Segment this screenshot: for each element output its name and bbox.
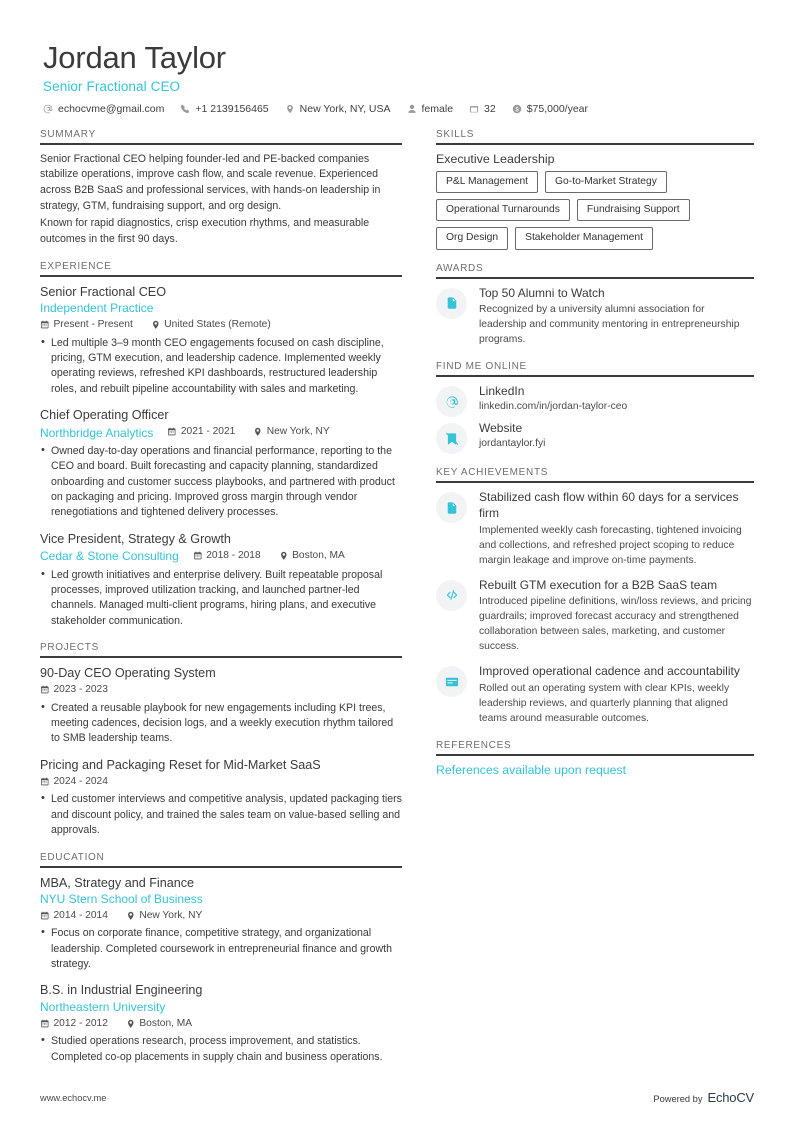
page-footer (40, 1090, 754, 1105)
document-icon (436, 492, 467, 523)
entry-dates: Present - Present (40, 317, 133, 332)
online-profile-label: Website (479, 421, 523, 436)
experience-item (40, 284, 402, 397)
entry-location: New York, NY (126, 908, 202, 923)
calendar-icon (40, 911, 50, 921)
entry-organization: Independent Practice (40, 301, 154, 316)
entry-bullets (40, 336, 402, 397)
candidate-name: Jordan Taylor (43, 40, 226, 75)
contact-item (180, 103, 268, 115)
section-awards (436, 263, 754, 349)
entry-bullet: • Studied operations research, process improvement, and statistics. Completed co-op placements in supply chain and business operations. (40, 1034, 402, 1065)
calendar-icon (469, 104, 479, 114)
education-item (40, 982, 402, 1065)
entry-bullets (40, 792, 402, 838)
achievement-item (436, 578, 754, 656)
award-item (436, 286, 754, 349)
summary-paragraph: Senior Fractional CEO helping founder-led and PE-backed companies stabilize operations, improve cash flow, and scale revenue. Experienced across B2B SaaS and professional services, with hands-on leadership in strategy, GTM, fundraising support, and org design. (40, 152, 381, 212)
location-pin-icon (151, 320, 161, 330)
section-title-experience: EXPERIENCE (40, 260, 112, 272)
person-icon (407, 104, 417, 114)
section-title-awards: AWARDS (436, 262, 484, 274)
skill-tag: Stakeholder Management (515, 227, 653, 249)
entry-title: Vice President, Strategy & Growth (40, 531, 231, 546)
contact-item-text: female (421, 102, 454, 115)
contact-item-text: 32 (484, 102, 496, 115)
contact-item-text: $75,000/year (526, 102, 589, 115)
entry-location: New York, NY (253, 424, 329, 439)
online-profile-item[interactable] (436, 384, 754, 417)
footer-branding (653, 1090, 754, 1105)
section-rule (40, 656, 402, 658)
online-list (436, 384, 754, 454)
projects-list (40, 665, 402, 838)
entry-title: Chief Operating Officer (40, 407, 169, 422)
entry-dates: 2024 - 2024 (40, 774, 108, 789)
contact-item (469, 103, 496, 115)
entry-bullets (40, 926, 402, 972)
entry-organization: Northeastern University (40, 999, 166, 1014)
section-summary (40, 129, 402, 248)
awards-list (436, 286, 754, 349)
section-title-references: REFERENCES (436, 739, 512, 751)
card-icon (436, 666, 467, 697)
phone-icon (180, 104, 190, 114)
entry-bullet: • Focus on corporate finance, competitive strategy, and organizational leadership. Completed coursework in entrepreneurial finance and growth strategy. (40, 926, 402, 972)
item-description: Implemented weekly cash forecasting, tightened invoicing and collections, and refreshed project scoping to reduce margin leakage and improve on-time payments. (479, 524, 742, 566)
skill-tag: Org Design (436, 227, 508, 249)
entry-dates: 2012 - 2012 (40, 1016, 108, 1031)
entry-bullets (40, 568, 402, 629)
section-rule (436, 143, 754, 145)
entry-dates: 2023 - 2023 (40, 682, 108, 697)
candidate-headline: Senior Fractional CEO (43, 78, 181, 94)
contact-item-text: +1 2139156465 (195, 102, 269, 115)
calendar-icon (40, 777, 50, 787)
section-title-achievements: KEY ACHIEVEMENTS (436, 467, 549, 479)
online-profile-label: LinkedIn (479, 384, 525, 399)
footer-powered-by-label: Powered by (653, 1094, 703, 1104)
at-sign-icon (436, 386, 467, 417)
entry-organization: NYU Stern School of Business (40, 891, 203, 906)
online-profile-url[interactable]: linkedin.com/in/jordan-taylor-ceo (479, 401, 628, 412)
entry-bullet: • Led customer interviews and competitive analysis, updated packaging tiers and discount policy, and trained the sales team on value-based selling and approvals. (40, 792, 402, 838)
calendar-icon (40, 685, 50, 695)
section-title-education: EDUCATION (40, 851, 105, 863)
entry-location: Boston, MA (279, 548, 345, 563)
entry-bullets (40, 1034, 402, 1065)
skill-tag: Fundraising Support (577, 199, 690, 221)
online-profile-item[interactable] (436, 421, 754, 454)
email-icon (43, 104, 53, 114)
entry-location: United States (Remote) (151, 317, 271, 332)
experience-item (40, 407, 402, 521)
contact-item (407, 103, 454, 115)
skill-tag: Go-to-Market Strategy (545, 171, 667, 193)
skill-tag: P&L Management (436, 171, 538, 193)
item-title: Stabilized cash flow within 60 days for a services firm (479, 490, 739, 520)
entry-title: Pricing and Packaging Reset for Mid-Market SaaS (40, 757, 321, 772)
section-title-online: FIND ME ONLINE (436, 361, 527, 373)
section-title-summary: SUMMARY (40, 128, 96, 140)
references-line: References available upon request (436, 762, 627, 777)
code-icon (436, 580, 467, 611)
calendar-icon (193, 551, 203, 561)
salary-icon (512, 104, 522, 114)
skill-group-name: Executive Leadership (436, 151, 555, 166)
calendar-icon (40, 1019, 50, 1029)
footer-site-url: www.echocv.me (40, 1092, 107, 1103)
resume-header (40, 40, 754, 115)
section-skills (436, 129, 754, 250)
entry-title: B.S. in Industrial Engineering (40, 983, 203, 998)
contact-item-text: New York, NY, USA (299, 102, 391, 115)
location-pin-icon (126, 911, 136, 921)
calendar-icon (40, 320, 50, 330)
section-rule (436, 375, 754, 377)
left-column (40, 129, 436, 1078)
contact-bar (43, 103, 754, 115)
right-column (436, 129, 754, 790)
item-title: Improved operational cadence and accountability (479, 664, 740, 679)
entry-dates: 2014 - 2014 (40, 908, 108, 923)
entry-bullet: • Created a reusable playbook for new engagements including KPI trees, meeting cadences, decision logs, and a weekly execution rhythm tailored to SMB leadership teams. (40, 701, 402, 747)
project-item (40, 757, 402, 839)
section-rule (436, 277, 754, 279)
location-pin-icon (279, 551, 289, 561)
entry-organization: Cedar & Stone Consulting (40, 549, 179, 564)
footer-brand-name: EchoCV (707, 1090, 754, 1105)
entry-bullet: • Led growth initiatives and enterprise delivery. Built repeatable proposal processes, improved utilization tracking, and launched partner-led channels. Managed multi-client programs, hiring plans, and executive stakeholder communication. (40, 568, 402, 629)
entry-bullets (40, 444, 402, 521)
contact-item (285, 103, 391, 115)
section-rule (40, 866, 402, 868)
section-rule (436, 481, 754, 483)
project-item (40, 665, 402, 747)
skill-tag: Operational Turnarounds (436, 199, 570, 221)
section-education (40, 852, 402, 1065)
entry-title: MBA, Strategy and Finance (40, 875, 195, 890)
skill-tag-list (436, 171, 754, 250)
calendar-icon (167, 427, 177, 437)
entry-location: Boston, MA (126, 1016, 192, 1031)
section-rule (40, 275, 402, 277)
item-description: Recognized by a university alumni association for leadership and community mentoring in entrepreneurship programs. (479, 304, 740, 346)
item-title: Top 50 Alumni to Watch (479, 285, 605, 300)
resume-body (40, 129, 754, 1078)
contact-item (512, 103, 588, 115)
item-description: Introduced pipeline definitions, win/loss reviews, and pricing guardrails; improved forecast accuracy and strengthened collaboration between sales, marketing, and customer success. (479, 596, 752, 653)
summary-body (40, 152, 402, 248)
section-references (436, 740, 754, 777)
entry-dates: 2021 - 2021 (167, 424, 235, 439)
section-find-me-online (436, 361, 754, 454)
entry-bullet: • Owned day-to-day operations and financial performance, reporting to the CEO and board. Built forecasting and capacity planning, standardized onboarding and customer success playbooks, and partnered with product on packaging and pricing. Improved gross margin through vendor renegotiations and tightened delivery processes. (40, 444, 402, 521)
section-rule (40, 143, 402, 145)
education-list (40, 875, 402, 1065)
achievement-item (436, 664, 754, 727)
entry-dates: 2018 - 2018 (193, 548, 261, 563)
item-description: Rolled out an operating system with clear KPIs, weekly leadership reviews, and quarterly planning that aligned teams around measurable outcomes. (479, 682, 730, 724)
location-pin-icon (126, 1019, 136, 1029)
section-experience (40, 261, 402, 629)
entry-bullet: • Led multiple 3–9 month CEO engagements focused on cash discipline, pricing, GTM execution, and leadership cadence. Implemented weekly operating reviews, refreshed KPI dashboards, restructured leadership roles, and rebuilt pipeline accountability with sales and marketing. (40, 336, 402, 397)
item-title: Rebuilt GTM execution for a B2B SaaS team (479, 577, 718, 592)
education-item (40, 875, 402, 973)
entry-title: 90-Day CEO Operating System (40, 666, 216, 681)
online-profile-url[interactable]: jordantaylor.fyi (479, 438, 546, 449)
entry-title: Senior Fractional CEO (40, 284, 166, 299)
document-icon (436, 288, 467, 319)
section-title-projects: PROJECTS (40, 642, 99, 654)
contact-item (43, 103, 164, 115)
location-pin-icon (253, 427, 263, 437)
entry-organization: Northbridge Analytics (40, 425, 154, 440)
experience-item (40, 531, 402, 629)
bookmark-icon (436, 423, 467, 454)
contact-item-text: echocvme@gmail.com (58, 102, 165, 115)
experience-list (40, 284, 402, 629)
entry-bullets (40, 701, 402, 747)
summary-paragraph: Known for rapid diagnostics, crisp execution rhythms, and measurable outcomes in the first 90 days. (40, 217, 370, 245)
section-title-skills: SKILLS (436, 128, 475, 140)
location-pin-icon (285, 104, 295, 114)
section-key-achievements (436, 467, 754, 727)
achievement-item (436, 490, 754, 568)
achievements-list (436, 490, 754, 727)
section-rule (436, 754, 754, 756)
section-projects (40, 642, 402, 838)
